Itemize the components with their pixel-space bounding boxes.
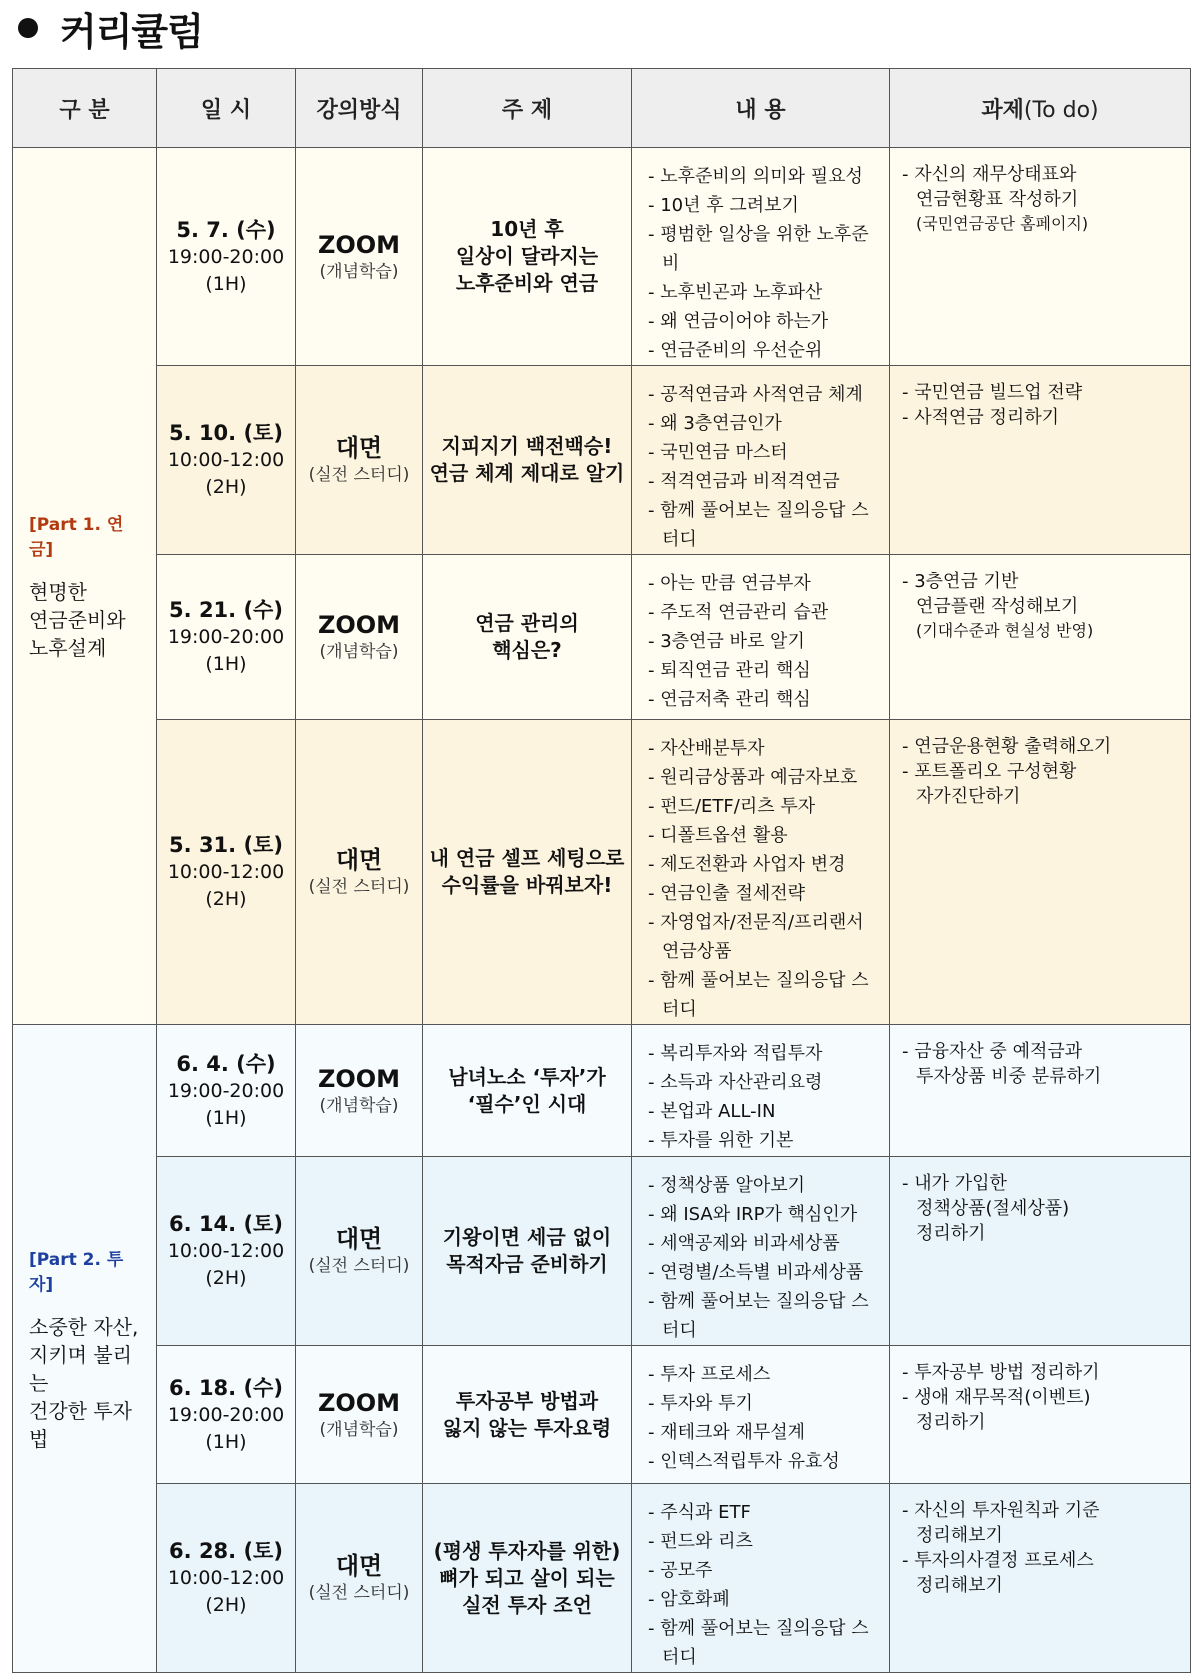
todo-item: - 자신의 투자원칙과 기준 정리해보기 bbox=[902, 1500, 1100, 1546]
content-item: - 평범한 일상을 위한 노후준비 bbox=[648, 224, 869, 274]
todo-cell bbox=[890, 1484, 1191, 1673]
method-label: 대면 bbox=[335, 1552, 383, 1580]
method-sub: (실전 스터디) bbox=[308, 877, 410, 897]
session-time: 10:00-12:00 bbox=[167, 1567, 285, 1589]
method-label: 대면 bbox=[335, 1225, 383, 1253]
content-item: - 왜 3층연금인가 bbox=[648, 413, 782, 434]
todo-note: (국민연금공단 홈페이지) bbox=[916, 214, 1089, 233]
todo-item: - 3층연금 기반 연금플랜 작성해보기 bbox=[902, 571, 1079, 617]
method-sub: (실전 스터디) bbox=[308, 1583, 410, 1603]
content-item: - 노후준비의 의미와 필요성 bbox=[648, 166, 863, 187]
content-item: - 함께 풀어보는 질의응답 스터디 bbox=[648, 500, 869, 550]
table-header-row bbox=[13, 69, 1191, 148]
todo-cell bbox=[890, 148, 1191, 366]
content-item: - 공적연금과 사적연금 체계 bbox=[648, 384, 863, 405]
table-body bbox=[13, 148, 1191, 1673]
topic-cell: (평생 투자자를 위한) 뼈가 되고 살이 되는 실전 투자 조언 bbox=[423, 1484, 632, 1673]
todo-list bbox=[902, 734, 1186, 809]
method-cell bbox=[296, 148, 423, 366]
section-tag: [Part 1. 연금] bbox=[29, 515, 124, 560]
session-date: 5. 7. (수) bbox=[176, 217, 276, 242]
content-item: - 아는 만큼 연금부자 bbox=[648, 573, 811, 594]
todo-item: - 투자의사결정 프로세스 정리해보기 bbox=[902, 1550, 1094, 1596]
content-item: - 공모주 bbox=[648, 1560, 713, 1581]
content-item: - 제도전환과 사업자 변경 bbox=[648, 854, 846, 875]
todo-item: - 투자공부 방법 정리하기 bbox=[902, 1362, 1100, 1383]
session-time: 19:00-20:00 bbox=[167, 626, 285, 648]
todo-list bbox=[902, 380, 1186, 430]
todo-cell bbox=[890, 1346, 1191, 1484]
content-item: - 암호화폐 bbox=[648, 1589, 730, 1610]
todo-list bbox=[902, 1171, 1186, 1246]
content-cell bbox=[632, 148, 890, 366]
section-tag: [Part 2. 투자] bbox=[29, 1249, 124, 1295]
method-label: ZOOM bbox=[317, 230, 401, 259]
date-cell bbox=[157, 1484, 296, 1673]
content-item: - 왜 연금이어야 하는가 bbox=[648, 311, 829, 332]
todo-cell bbox=[890, 1025, 1191, 1157]
header-section: 구 분 bbox=[13, 69, 157, 148]
page-title: 커리큘럼 bbox=[60, 9, 203, 54]
content-cell bbox=[632, 1025, 890, 1157]
session-time: 10:00-12:00 bbox=[167, 861, 285, 883]
topic-cell: 투자공부 방법과 잃지 않는 투자요령 bbox=[423, 1346, 632, 1484]
content-item: - 재테크와 재무설계 bbox=[648, 1422, 806, 1443]
session-duration: (2H) bbox=[205, 1267, 247, 1289]
content-item: - 주도적 연금관리 습관 bbox=[648, 602, 829, 623]
method-label: ZOOM bbox=[317, 611, 401, 639]
content-list bbox=[648, 1360, 885, 1476]
date-cell bbox=[157, 1346, 296, 1484]
todo-item: - 내가 가입한 정책상품(절세상품) 정리하기 bbox=[902, 1173, 1070, 1244]
method-sub: (개념학습) bbox=[319, 1419, 399, 1440]
topic-cell: 내 연금 셀프 세팅으로 수익률을 바꿔보자! bbox=[423, 720, 632, 1025]
content-item: - 정책상품 알아보기 bbox=[648, 1175, 806, 1196]
session-time: 10:00-12:00 bbox=[167, 1240, 285, 1262]
table-row bbox=[13, 366, 1191, 555]
session-date: 5. 31. (토) bbox=[169, 833, 283, 857]
method-cell bbox=[296, 1484, 423, 1673]
topic-cell: 지피지기 백전백승! 연금 체계 제대로 알기 bbox=[423, 366, 632, 555]
date-cell bbox=[157, 1157, 296, 1346]
session-date: 6. 18. (수) bbox=[169, 1375, 283, 1400]
header-method: 강의방식 bbox=[296, 69, 423, 148]
content-list bbox=[648, 734, 885, 1024]
header-topic: 주 제 bbox=[423, 69, 632, 148]
session-duration: (1H) bbox=[205, 653, 247, 675]
topic-cell: 남녀노소 ‘투자’가 ‘필수’인 시대 bbox=[423, 1025, 632, 1157]
todo-list bbox=[902, 1039, 1186, 1089]
method-label: ZOOM bbox=[317, 1064, 401, 1093]
table-row bbox=[13, 1157, 1191, 1346]
content-item: - 10년 후 그려보기 bbox=[648, 195, 799, 216]
date-cell bbox=[157, 720, 296, 1025]
bullet-icon bbox=[18, 18, 38, 38]
method-cell bbox=[296, 1346, 423, 1484]
method-sub: (개념학습) bbox=[319, 1095, 399, 1116]
date-cell bbox=[157, 1025, 296, 1157]
session-time: 10:00-12:00 bbox=[167, 449, 285, 471]
content-item: - 투자 프로세스 bbox=[648, 1364, 771, 1385]
todo-list bbox=[902, 162, 1186, 212]
content-item: - 3층연금 바로 알기 bbox=[648, 631, 805, 652]
todo-item: - 국민연금 빌드업 전략 bbox=[902, 382, 1083, 403]
session-date: 6. 28. (토) bbox=[169, 1539, 283, 1563]
method-sub: (개념학습) bbox=[319, 261, 399, 282]
content-item: - 펀드와 리츠 bbox=[648, 1531, 753, 1552]
method-label: 대면 bbox=[335, 846, 383, 874]
todo-list bbox=[902, 1360, 1186, 1435]
todo-cell bbox=[890, 366, 1191, 555]
topic-cell: 연금 관리의 핵심은? bbox=[423, 555, 632, 720]
todo-list bbox=[902, 569, 1186, 619]
content-item: - 함께 풀어보는 질의응답 스터디 bbox=[648, 1618, 869, 1668]
section-desc: 현명한 연금준비와 노후설계 bbox=[29, 580, 126, 660]
method-cell bbox=[296, 555, 423, 720]
table-row bbox=[13, 1484, 1191, 1673]
content-cell bbox=[632, 1484, 890, 1673]
session-date: 5. 21. (수) bbox=[169, 598, 283, 622]
date-cell bbox=[157, 555, 296, 720]
content-list bbox=[648, 380, 885, 554]
section-cell bbox=[13, 148, 157, 1025]
content-item: - 함께 풀어보는 질의응답 스터디 bbox=[648, 1291, 869, 1341]
content-item: - 자영업자/전문직/프리랜서 연금상품 bbox=[648, 912, 864, 962]
session-duration: (2H) bbox=[205, 888, 247, 910]
content-item: - 적격연금과 비적격연금 bbox=[648, 471, 840, 492]
content-cell bbox=[632, 555, 890, 720]
content-item: - 인덱스적립투자 유효성 bbox=[648, 1451, 840, 1472]
todo-item: - 포트폴리오 구성현황 자가진단하기 bbox=[902, 761, 1077, 807]
session-duration: (1H) bbox=[205, 1106, 247, 1129]
session-time: 19:00-20:00 bbox=[167, 1403, 285, 1426]
session-duration: (1H) bbox=[205, 1430, 247, 1453]
todo-item: - 연금운용현황 출력해오기 bbox=[902, 736, 1112, 757]
session-date: 5. 10. (토) bbox=[169, 421, 283, 445]
table-row bbox=[13, 148, 1191, 366]
content-cell bbox=[632, 1346, 890, 1484]
header-todo-label: 과제 bbox=[981, 97, 1024, 123]
todo-item: - 생애 재무목적(이벤트) 정리하기 bbox=[902, 1387, 1091, 1433]
todo-cell bbox=[890, 555, 1191, 720]
header-todo bbox=[890, 69, 1191, 148]
method-sub: (실전 스터디) bbox=[308, 1256, 410, 1276]
method-sub: (실전 스터디) bbox=[308, 465, 410, 485]
table-row bbox=[13, 555, 1191, 720]
method-cell bbox=[296, 720, 423, 1025]
content-item: - 주식과 ETF bbox=[648, 1502, 751, 1523]
content-cell bbox=[632, 366, 890, 555]
method-label: 대면 bbox=[335, 434, 383, 462]
curriculum-table bbox=[12, 68, 1191, 1673]
content-item: - 노후빈곤과 노후파산 bbox=[648, 282, 823, 303]
section-desc: 소중한 자산, 지키며 불리는 건강한 투자법 bbox=[29, 1314, 139, 1451]
content-item: - 복리투자와 적립투자 bbox=[648, 1043, 823, 1064]
content-item: - 투자를 위한 기본 bbox=[648, 1130, 794, 1151]
session-duration: (1H) bbox=[205, 272, 247, 295]
session-time: 19:00-20:00 bbox=[167, 245, 285, 268]
header-todo-sub: (To do) bbox=[1023, 97, 1099, 123]
content-item: - 디폴트옵션 활용 bbox=[648, 825, 788, 846]
content-item: - 왜 ISA와 IRP가 핵심인가 bbox=[648, 1204, 858, 1225]
content-item: - 세액공제와 비과세상품 bbox=[648, 1233, 840, 1254]
page-heading bbox=[18, 0, 203, 56]
todo-item: - 자신의 재무상태표와 연금현황표 작성하기 bbox=[902, 164, 1079, 210]
session-duration: (2H) bbox=[205, 476, 247, 498]
todo-cell bbox=[890, 1157, 1191, 1346]
date-cell bbox=[157, 148, 296, 366]
header-date: 일 시 bbox=[157, 69, 296, 148]
header-content: 내 용 bbox=[632, 69, 890, 148]
todo-note: (기대수준과 현실성 반영) bbox=[916, 621, 1094, 640]
content-item: - 연금인출 절세전략 bbox=[648, 883, 806, 904]
section-cell bbox=[13, 1025, 157, 1673]
method-sub: (개념학습) bbox=[319, 642, 399, 662]
todo-cell bbox=[890, 720, 1191, 1025]
content-list bbox=[648, 569, 885, 714]
method-cell bbox=[296, 366, 423, 555]
method-cell bbox=[296, 1157, 423, 1346]
session-duration: (2H) bbox=[205, 1594, 247, 1616]
content-item: - 소득과 자산관리요령 bbox=[648, 1072, 823, 1093]
content-item: - 국민연금 마스터 bbox=[648, 442, 788, 463]
table-row bbox=[13, 1025, 1191, 1157]
content-item: - 연금저축 관리 핵심 bbox=[648, 689, 811, 710]
table-row bbox=[13, 1346, 1191, 1484]
session-date: 6. 4. (수) bbox=[176, 1051, 276, 1076]
content-item: - 투자와 투기 bbox=[648, 1393, 753, 1414]
content-list bbox=[648, 1498, 885, 1672]
session-date: 6. 14. (토) bbox=[169, 1212, 283, 1236]
content-item: - 연금준비의 우선순위 bbox=[648, 340, 823, 361]
todo-list bbox=[902, 1498, 1186, 1598]
content-item: - 본업과 ALL-IN bbox=[648, 1101, 776, 1122]
session-time: 19:00-20:00 bbox=[167, 1079, 285, 1102]
content-item: - 함께 풀어보는 질의응답 스터디 bbox=[648, 970, 869, 1020]
todo-item: - 금융자산 중 예적금과 투자상품 비중 분류하기 bbox=[902, 1041, 1102, 1087]
content-list bbox=[648, 162, 885, 365]
todo-item: - 사적연금 정리하기 bbox=[902, 407, 1060, 428]
content-item: - 자산배분투자 bbox=[648, 738, 765, 759]
topic-cell: 기왕이면 세금 없이 목적자금 준비하기 bbox=[423, 1157, 632, 1346]
content-list bbox=[648, 1171, 885, 1345]
content-cell bbox=[632, 720, 890, 1025]
content-item: - 연령별/소득별 비과세상품 bbox=[648, 1262, 864, 1283]
topic-cell: 10년 후 일상이 달라지는 노후준비와 연금 bbox=[423, 148, 632, 366]
method-cell bbox=[296, 1025, 423, 1157]
method-label: ZOOM bbox=[317, 1388, 401, 1417]
table-row bbox=[13, 720, 1191, 1025]
content-item: - 퇴직연금 관리 핵심 bbox=[648, 660, 811, 681]
content-item: - 원리금상품과 예금자보호 bbox=[648, 767, 858, 788]
content-list bbox=[648, 1039, 885, 1155]
content-item: - 펀드/ETF/리츠 투자 bbox=[648, 796, 816, 817]
content-cell bbox=[632, 1157, 890, 1346]
date-cell bbox=[157, 366, 296, 555]
